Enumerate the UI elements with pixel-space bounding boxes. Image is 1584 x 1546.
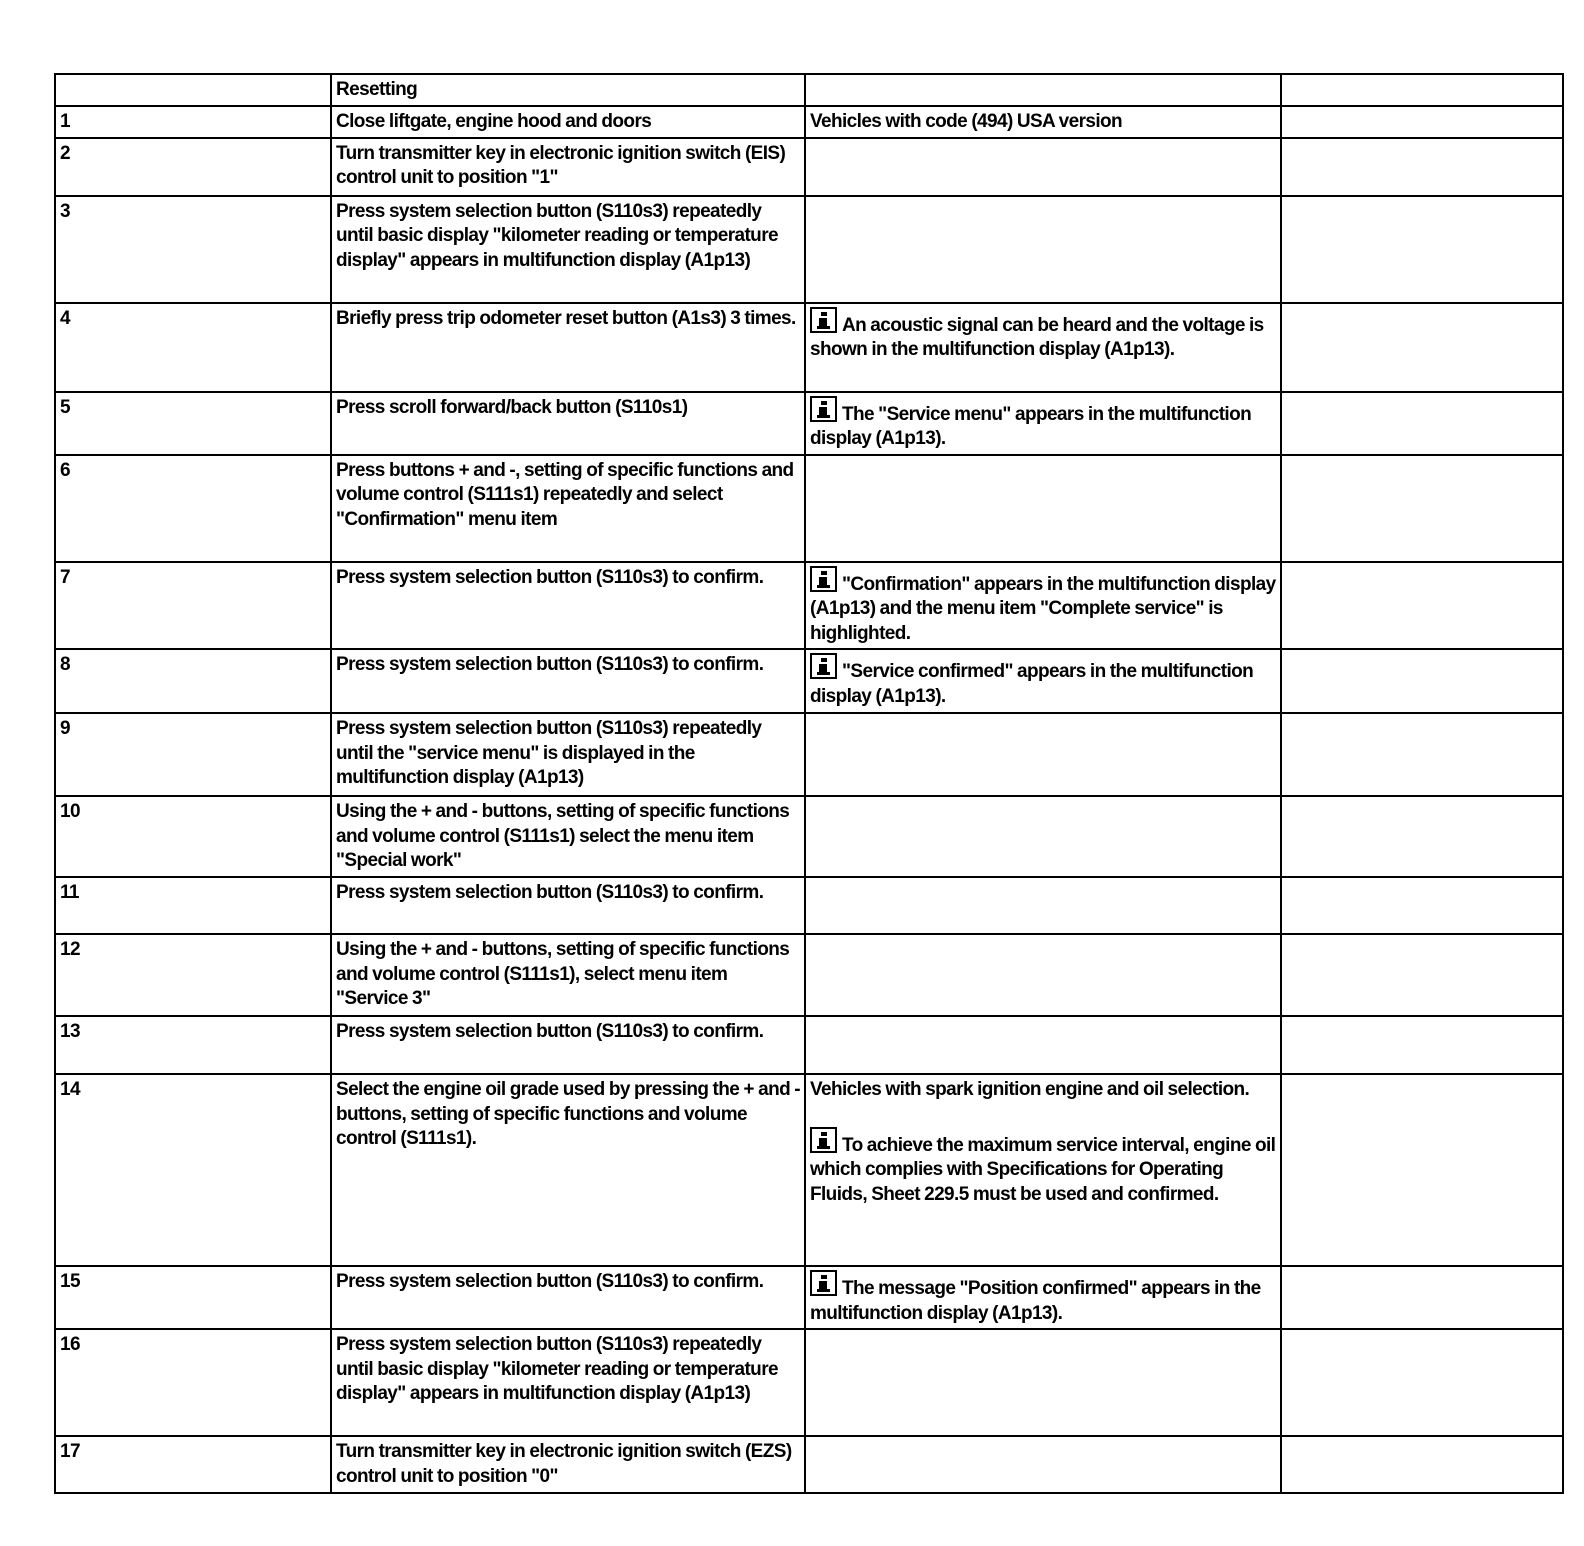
header-extra-cell [1281, 74, 1563, 106]
step-number: 6 [55, 455, 331, 562]
step-instruction: Turn transmitter key in electronic ignition switch (EZS) control unit to position "0" [331, 1436, 805, 1493]
info-icon [810, 1127, 837, 1153]
table-row [55, 196, 1563, 303]
info-icon [810, 307, 837, 333]
step-extra [1281, 1266, 1563, 1329]
step-extra [1281, 138, 1563, 196]
step-number: 10 [55, 796, 331, 877]
step-instruction: Press scroll forward/back button (S110s1) [331, 392, 805, 455]
step-extra [1281, 796, 1563, 877]
step-extra [1281, 106, 1563, 138]
step-instruction: Press system selection button (S110s3) to confirm. [331, 877, 805, 934]
step-instruction: Briefly press trip odometer reset button (A1s3) 3 times. [331, 303, 805, 392]
info-icon [810, 653, 837, 679]
step-note [805, 877, 1281, 934]
step-number: 13 [55, 1016, 331, 1074]
table-row [55, 1016, 1563, 1074]
step-extra [1281, 1436, 1563, 1493]
step-note [805, 1266, 1281, 1329]
table-row [55, 713, 1563, 796]
step-extra [1281, 877, 1563, 934]
step-extra [1281, 196, 1563, 303]
step-instruction: Using the + and - buttons, setting of specific functions and volume control (S111s1), select menu item "Service 3" [331, 934, 805, 1016]
step-extra [1281, 1329, 1563, 1436]
info-icon [810, 566, 837, 592]
step-number: 17 [55, 1436, 331, 1493]
step-note [805, 1436, 1281, 1493]
step-instruction: Turn transmitter key in electronic ignition switch (EIS) control unit to position "1" [331, 138, 805, 196]
step-extra [1281, 562, 1563, 650]
step-extra [1281, 303, 1563, 392]
info-note-text: "Confirmation" appears in the multifunction display (A1p13) and the menu item "Complete service" is highlighted. [810, 573, 1276, 644]
step-note [805, 713, 1281, 796]
header-resetting-cell: Resetting [331, 74, 805, 106]
info-note-text: "Service confirmed" appears in the multifunction display (A1p13). [810, 661, 1254, 707]
note-condition-text: Vehicles with spark ignition engine and oil selection. [810, 1079, 1250, 1100]
step-instruction: Using the + and - buttons, setting of specific functions and volume control (S111s1) select the menu item "Special work" [331, 796, 805, 877]
info-note-text: The message "Position confirmed" appears in the multifunction display (A1p13). [810, 1278, 1261, 1324]
step-note [805, 934, 1281, 1016]
step-number: 2 [55, 138, 331, 196]
step-instruction: Press system selection button (S110s3) repeatedly until the "service menu" is displayed in the multifunction display (A1p13) [331, 713, 805, 796]
step-note [805, 392, 1281, 455]
step-instruction: Close liftgate, engine hood and doors [331, 106, 805, 138]
table-row [55, 796, 1563, 877]
step-number: 9 [55, 713, 331, 796]
table-row [55, 877, 1563, 934]
step-note [805, 196, 1281, 303]
step-instruction: Press system selection button (S110s3) to confirm. [331, 1266, 805, 1329]
step-number: 16 [55, 1329, 331, 1436]
table-header-row [55, 74, 1563, 106]
step-number: 8 [55, 649, 331, 713]
step-note [805, 1016, 1281, 1074]
info-note-text: To achieve the maximum service interval, engine oil which complies with Specifications for Operating Fluids, Sheet 229.5 must be used and confirmed. [810, 1134, 1276, 1205]
step-extra [1281, 649, 1563, 713]
step-note [805, 649, 1281, 713]
table-row [55, 455, 1563, 562]
step-instruction: Press system selection button (S110s3) repeatedly until basic display "kilometer reading or temperature display" appears in multifunction display (A1p13) [331, 1329, 805, 1436]
step-extra [1281, 713, 1563, 796]
step-number: 7 [55, 562, 331, 650]
note-spacer [810, 1103, 1276, 1127]
table-row [55, 1436, 1563, 1493]
table-row [55, 106, 1563, 138]
step-instruction: Press buttons + and -, setting of specific functions and volume control (S111s1) repeatedly and select "Confirmation" menu item [331, 455, 805, 562]
step-number: 1 [55, 106, 331, 138]
step-instruction: Press system selection button (S110s3) to confirm. [331, 649, 805, 713]
step-number: 5 [55, 392, 331, 455]
info-icon [810, 396, 837, 422]
step-note [805, 562, 1281, 650]
table-row [55, 1329, 1563, 1436]
step-instruction: Press system selection button (S110s3) repeatedly until basic display "kilometer reading or temperature display" appears in multifunction display (A1p13) [331, 196, 805, 303]
step-extra [1281, 455, 1563, 562]
step-note [805, 1074, 1281, 1266]
step-note [805, 455, 1281, 562]
step-instruction: Press system selection button (S110s3) to confirm. [331, 562, 805, 650]
header-note-cell [805, 74, 1281, 106]
step-note [805, 796, 1281, 877]
step-extra [1281, 1074, 1563, 1266]
table-row [55, 303, 1563, 392]
step-note: Vehicles with code (494) USA version [805, 106, 1281, 138]
step-note [805, 1329, 1281, 1436]
table-row [55, 392, 1563, 455]
step-instruction: Select the engine oil grade used by pressing the + and - buttons, setting of specific functions and volume control (S111s1). [331, 1074, 805, 1266]
table-row [55, 934, 1563, 1016]
step-extra [1281, 392, 1563, 455]
info-icon [810, 1270, 837, 1296]
step-instruction: Press system selection button (S110s3) to confirm. [331, 1016, 805, 1074]
step-number: 15 [55, 1266, 331, 1329]
step-number: 4 [55, 303, 331, 392]
table-row [55, 1074, 1563, 1266]
step-extra [1281, 934, 1563, 1016]
step-extra [1281, 1016, 1563, 1074]
table-row [55, 138, 1563, 196]
table-row [55, 562, 1563, 650]
step-number: 12 [55, 934, 331, 1016]
table-row [55, 649, 1563, 713]
info-note-text: An acoustic signal can be heard and the voltage is shown in the multifunction display (A1p13). [810, 314, 1264, 360]
resetting-procedure-table [54, 73, 1564, 1494]
step-number: 14 [55, 1074, 331, 1266]
step-number: 11 [55, 877, 331, 934]
header-number-cell [55, 74, 331, 106]
step-number: 3 [55, 196, 331, 303]
step-note [805, 138, 1281, 196]
info-note-text: The "Service menu" appears in the multifunction display (A1p13). [810, 403, 1252, 449]
table-row [55, 1266, 1563, 1329]
step-note [805, 303, 1281, 392]
